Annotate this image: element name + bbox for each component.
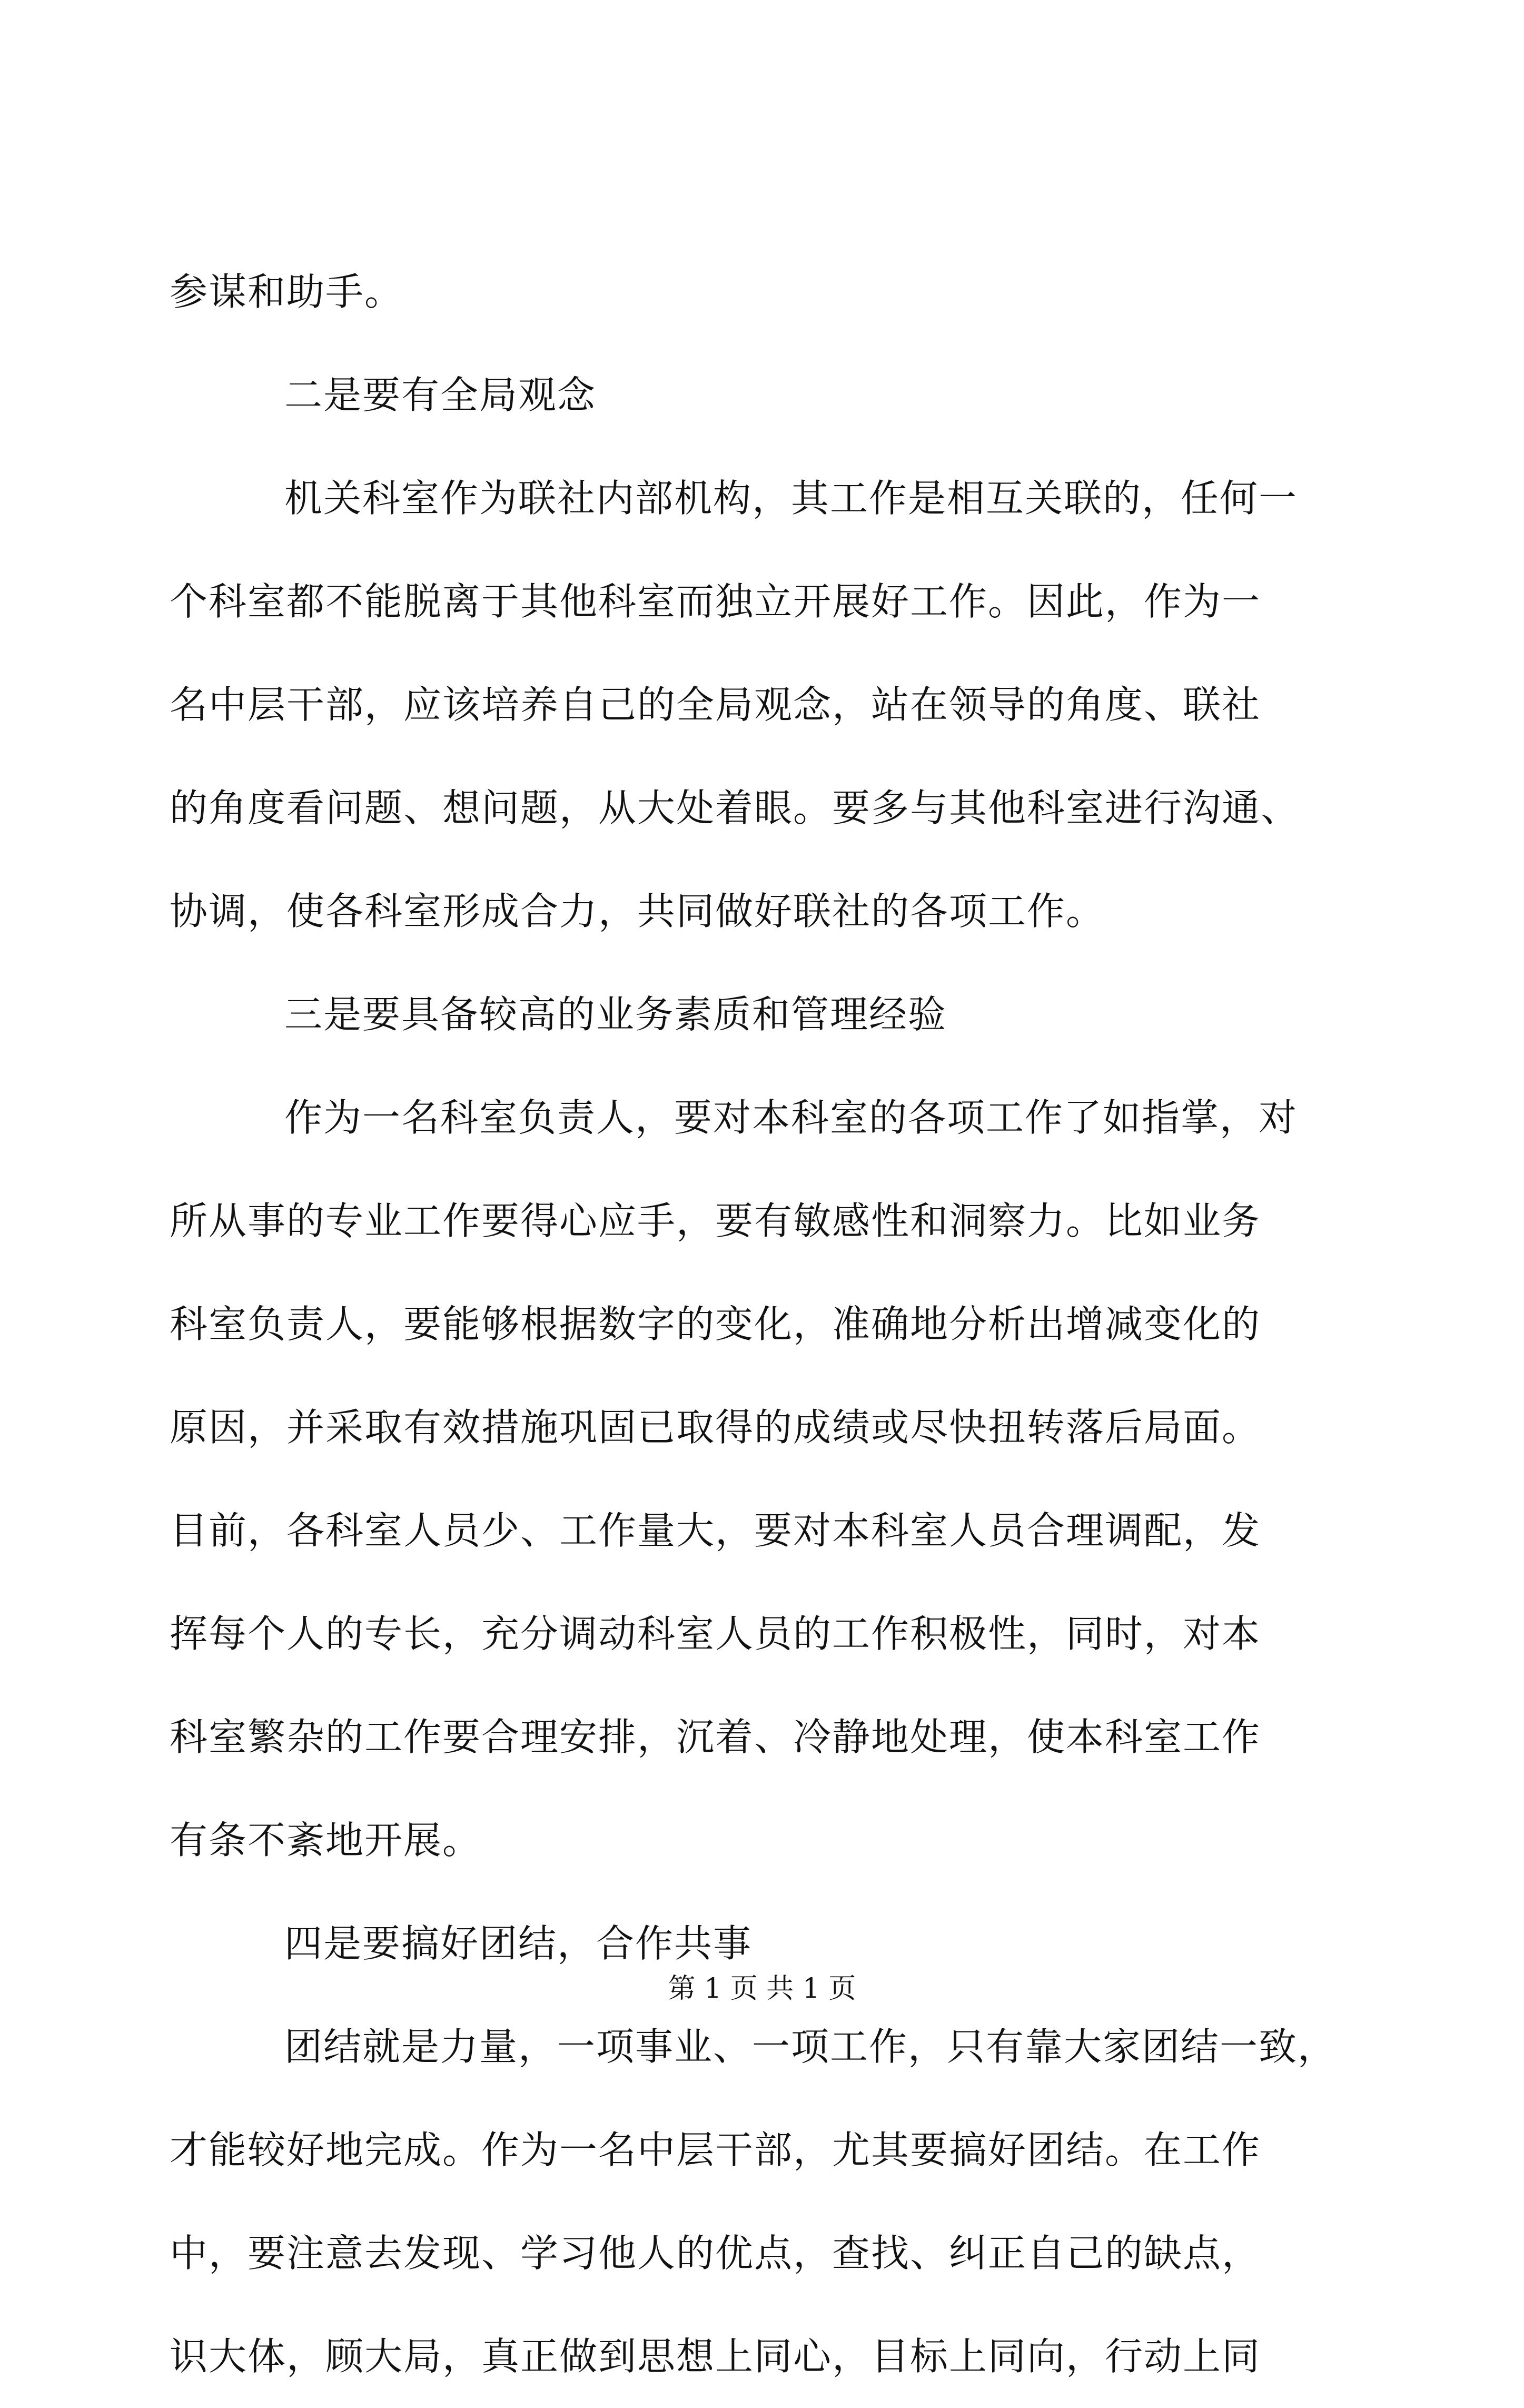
text-line: 作为一名科室负责人，要对本科室的各项工作了如指掌，对 [284, 1096, 1298, 1140]
text-line: 个科室都不能脱离于其他科室而独立开展好工作。因此，作为一 [170, 579, 1261, 624]
text-line: 团结就是力量，一项事业、一项工作，只有靠大家团结一致， [284, 2025, 1337, 2069]
text-line: 科室繁杂的工作要合理安排，沉着、冷静地处理，使本科室工作 [170, 1715, 1261, 1759]
text-line: 所从事的专业工作要得心应手，要有敏感性和洞察力。比如业务 [170, 1199, 1261, 1243]
text-line: 目前，各科室人员少、工作量大，要对本科室人员合理调配，发 [170, 1508, 1261, 1553]
text-line: 原因，并采取有效措施巩固已取得的成绩或尽快扭转落后局面。 [170, 1405, 1261, 1449]
text-line: 名中层干部，应该培养自己的全局观念，站在领导的角度、联社 [170, 683, 1261, 727]
text-line: 中，要注意去发现、学习他人的优点，查找、纠正自己的缺点， [170, 2231, 1261, 2275]
body-text [170, 240, 1349, 2408]
section-heading-business-quality: 三是要具备较高的业务素质和管理经验 [284, 992, 947, 1037]
page-number-label: 第 1 页 共 1 页 [668, 1973, 856, 2005]
section-heading-unity: 四是要搞好团结，合作共事 [284, 1921, 753, 1966]
text-line: 才能较好地完成。作为一名中层干部，尤其要搞好团结。在工作 [170, 2128, 1261, 2172]
page-footer [0, 1968, 1524, 2010]
text-line: 参谋和助手。 [170, 270, 404, 314]
text-line: 挥每个人的专长，充分调动科室人员的工作积极性，同时，对本 [170, 1612, 1261, 1656]
section-heading-global-view: 二是要有全局观念 [284, 373, 597, 417]
text-line: 科室负责人，要能够根据数字的变化，准确地分析出增减变化的 [170, 1302, 1261, 1346]
text-line: 识大体，顾大局，真正做到思想上同心，目标上同向，行动上同 [170, 2334, 1261, 2379]
text-line: 的角度看问题、想问题，从大处着眼。要多与其他科室进行沟通、 [170, 786, 1300, 830]
text-line: 有条不紊地开展。 [170, 1818, 482, 1862]
text-line: 机关科室作为联社内部机构，其工作是相互关联的，任何一 [284, 476, 1298, 520]
text-line: 协调，使各科室形成合力，共同做好联社的各项工作。 [170, 889, 1105, 933]
